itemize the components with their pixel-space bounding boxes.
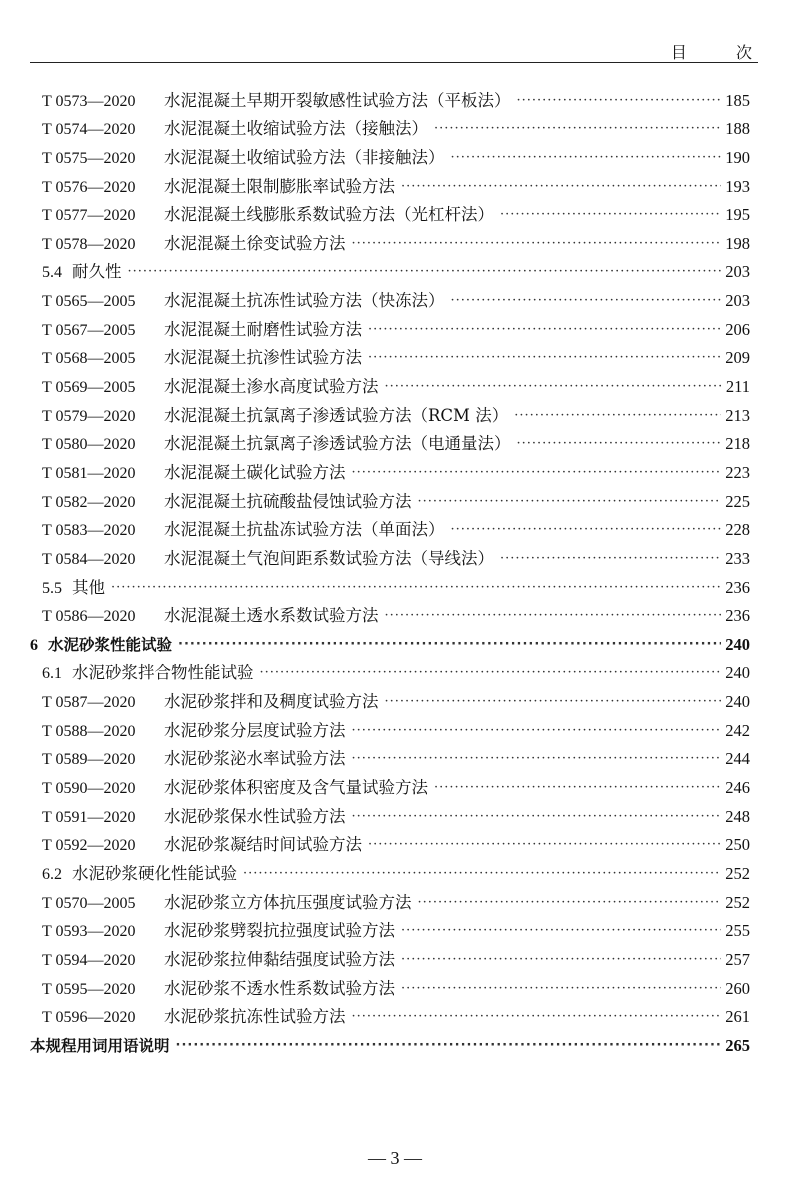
entry-title: 水泥混凝土徐变试验方法	[164, 233, 346, 253]
entry-title: 水泥混凝土线膨胀系数试验方法（光杠杆法）	[164, 205, 494, 225]
entry-page: 236	[725, 606, 750, 626]
entry-title: 水泥混凝土耐磨性试验方法	[164, 319, 362, 339]
leader-dots	[176, 1038, 722, 1053]
leader-dots	[352, 809, 722, 824]
leader-dots	[385, 379, 722, 394]
entry-title: 水泥砂浆保水性试验方法	[164, 806, 346, 826]
leader-dots	[517, 436, 722, 451]
toc-entry[interactable]	[30, 855, 750, 884]
toc-entry[interactable]	[30, 884, 750, 913]
entry-title: 水泥混凝土限制膨胀率试验方法	[164, 176, 395, 196]
toc-entry[interactable]	[30, 769, 750, 798]
leader-dots	[128, 264, 722, 279]
section-number: 5.4	[42, 264, 62, 282]
toc-entry[interactable]	[30, 683, 750, 712]
entry-title: 水泥砂浆拌和及稠度试验方法	[164, 692, 379, 712]
entry-code: T 0592—2020	[42, 837, 136, 855]
entry-code: T 0589—2020	[42, 751, 136, 769]
entry-page: 225	[725, 491, 750, 511]
leader-dots	[418, 494, 722, 509]
entry-code: T 0582—2020	[42, 493, 136, 511]
entry-page: 261	[725, 1007, 750, 1027]
entry-title: 水泥砂浆不透水性系数试验方法	[164, 978, 395, 998]
entry-title: 水泥砂浆体积密度及含气量试验方法	[164, 778, 428, 798]
entry-page: 203	[725, 262, 750, 282]
entry-code: T 0590—2020	[42, 780, 136, 798]
toc-entry[interactable]	[30, 827, 750, 856]
entry-page: 236	[725, 577, 750, 597]
leader-dots	[451, 150, 722, 165]
leader-dots	[385, 694, 722, 709]
entry-page: 265	[725, 1035, 750, 1055]
toc-entry[interactable]	[30, 397, 750, 426]
entry-title: 水泥混凝土抗硫酸盐侵蚀试验方法	[164, 491, 412, 511]
entry-page: 185	[725, 90, 750, 110]
leader-dots	[368, 350, 721, 365]
leader-dots	[401, 923, 721, 938]
entry-page: 246	[725, 778, 750, 798]
toc-entry[interactable]	[30, 712, 750, 741]
entry-page: 218	[725, 434, 750, 454]
entry-code: T 0575—2020	[42, 149, 136, 167]
entry-title: 水泥混凝土抗冻性试验方法（快冻法）	[164, 291, 445, 311]
entry-page: 195	[725, 205, 750, 225]
leader-dots	[401, 981, 721, 996]
leader-dots	[451, 293, 722, 308]
entry-page: 193	[725, 176, 750, 196]
section-number: 6.1	[42, 665, 62, 683]
entry-page: 240	[725, 663, 750, 683]
toc-entry[interactable]	[30, 282, 750, 311]
entry-code: T 0596—2020	[42, 1009, 136, 1027]
leader-dots	[111, 580, 721, 595]
toc-entry[interactable]	[30, 655, 750, 684]
toc-entry[interactable]	[30, 741, 750, 770]
entry-page: 240	[725, 634, 750, 654]
entry-page: 190	[725, 147, 750, 167]
entry-title: 水泥混凝土气泡间距系数试验方法（导线法）	[164, 548, 494, 568]
entry-code: T 0591—2020	[42, 808, 136, 826]
chapter-title: 本规程用词用语说明	[30, 1036, 170, 1055]
entry-code: T 0577—2020	[42, 207, 136, 225]
entry-code: T 0580—2020	[42, 436, 136, 454]
entry-code: T 0567—2005	[42, 321, 136, 339]
toc-entry[interactable]	[30, 111, 750, 140]
entry-title: 水泥混凝土透水系数试验方法	[164, 606, 379, 626]
leader-dots	[500, 551, 721, 566]
entry-code: T 0588—2020	[42, 722, 136, 740]
entry-title: 水泥混凝土抗盐冻试验方法（单面法）	[164, 520, 445, 540]
leader-dots	[451, 522, 722, 537]
header-title: 目 次	[670, 43, 774, 62]
entry-title: 水泥混凝土早期开裂敏感性试验方法（平板法）	[164, 90, 511, 110]
leader-dots	[368, 837, 721, 852]
entry-page: 260	[725, 978, 750, 998]
toc-entry[interactable]	[30, 626, 750, 655]
toc-entry[interactable]	[30, 426, 750, 455]
leader-dots	[517, 93, 722, 108]
entry-title: 水泥砂浆抗冻性试验方法	[164, 1007, 346, 1027]
toc-entry[interactable]	[30, 454, 750, 483]
section-title: 耐久性	[72, 262, 122, 282]
leader-dots	[500, 207, 721, 222]
toc-entry[interactable]	[30, 512, 750, 541]
entry-page: 240	[725, 692, 750, 712]
leader-dots	[434, 121, 721, 136]
section-title: 其他	[72, 577, 105, 597]
entry-page: 213	[725, 405, 750, 425]
toc-entry[interactable]	[30, 139, 750, 168]
entry-page: 223	[725, 462, 750, 482]
entry-code: T 0574—2020	[42, 121, 136, 139]
entry-page: 242	[725, 720, 750, 740]
leader-dots	[385, 608, 722, 623]
leader-dots	[514, 408, 721, 423]
toc-entry[interactable]	[30, 941, 750, 970]
entry-page: 252	[725, 863, 750, 883]
entry-code: T 0579—2020	[42, 407, 136, 425]
toc-entry[interactable]	[30, 311, 750, 340]
toc-entry[interactable]	[30, 999, 750, 1028]
toc-entry[interactable]	[30, 970, 750, 999]
entry-code: T 0565—2005	[42, 293, 136, 311]
entry-code: T 0593—2020	[42, 923, 136, 941]
entry-page: 252	[725, 892, 750, 912]
section-title: 水泥砂浆硬化性能试验	[72, 863, 237, 883]
entry-title: 水泥砂浆拉伸黏结强度试验方法	[164, 949, 395, 969]
entry-code: T 0595—2020	[42, 980, 136, 998]
entry-title: 水泥砂浆凝结时间试验方法	[164, 835, 362, 855]
entry-code: T 0587—2020	[42, 694, 136, 712]
leader-dots	[243, 866, 721, 881]
entry-code: T 0581—2020	[42, 464, 136, 482]
leader-dots	[418, 895, 722, 910]
entry-code: T 0576—2020	[42, 178, 136, 196]
entry-code: T 0583—2020	[42, 522, 136, 540]
entry-page: 228	[725, 520, 750, 540]
leader-dots	[178, 637, 721, 652]
leader-dots	[352, 751, 722, 766]
entry-page: 211	[725, 377, 750, 397]
section-title: 水泥砂浆拌合物性能试验	[72, 663, 254, 683]
entry-title: 水泥混凝土碳化试验方法	[164, 462, 346, 482]
entry-page: 250	[725, 835, 750, 855]
entry-title: 水泥混凝土抗氯离子渗透试验方法（RCM 法）	[164, 405, 509, 425]
entry-code: T 0569—2005	[42, 379, 136, 397]
entry-code: T 0568—2005	[42, 350, 136, 368]
toc-entry[interactable]	[30, 569, 750, 598]
toc-entry[interactable]	[30, 1027, 750, 1056]
toc-entry[interactable]	[30, 913, 750, 942]
entry-title: 水泥砂浆分层度试验方法	[164, 720, 346, 740]
page-number: — 3 —	[368, 1148, 422, 1168]
entry-page: 188	[725, 119, 750, 139]
toc-entry[interactable]	[30, 197, 750, 226]
entry-code: T 0584—2020	[42, 550, 136, 568]
toc-entry[interactable]	[30, 340, 750, 369]
entry-page: 203	[725, 291, 750, 311]
chapter-title: 水泥砂浆性能试验	[48, 635, 173, 654]
entry-title: 水泥混凝土抗氯离子渗透试验方法（电通量法）	[164, 434, 511, 454]
running-header	[30, 40, 774, 63]
entry-title: 水泥混凝土抗渗性试验方法	[164, 348, 362, 368]
entry-title: 水泥砂浆泌水率试验方法	[164, 749, 346, 769]
toc-entry[interactable]	[30, 798, 750, 827]
leader-dots	[352, 236, 722, 251]
leader-dots	[260, 665, 722, 680]
entry-page: 248	[725, 806, 750, 826]
leader-dots	[352, 465, 722, 480]
entry-page: 257	[725, 949, 750, 969]
entry-page: 244	[725, 749, 750, 769]
toc-entry[interactable]	[30, 225, 750, 254]
leader-dots	[352, 723, 722, 738]
entry-page: 206	[725, 319, 750, 339]
entry-code: T 0570—2005	[42, 894, 136, 912]
table-of-contents	[30, 82, 750, 1056]
toc-entry[interactable]	[30, 540, 750, 569]
toc-entry[interactable]	[30, 254, 750, 283]
entry-page: 209	[725, 348, 750, 368]
toc-entry[interactable]	[30, 168, 750, 197]
entry-page: 198	[725, 233, 750, 253]
toc-entry[interactable]	[30, 598, 750, 627]
entry-code: T 0586—2020	[42, 608, 136, 626]
entry-title: 水泥混凝土收缩试验方法（非接触法）	[164, 147, 445, 167]
toc-entry[interactable]	[30, 483, 750, 512]
entry-page: 255	[725, 921, 750, 941]
section-number: 6.2	[42, 865, 62, 883]
toc-entry[interactable]	[30, 82, 750, 111]
entry-title: 水泥混凝土渗水高度试验方法	[164, 377, 379, 397]
leader-dots	[352, 1009, 722, 1024]
entry-code: T 0578—2020	[42, 235, 136, 253]
entry-title: 水泥砂浆立方体抗压强度试验方法	[164, 892, 412, 912]
section-number: 5.5	[42, 579, 62, 597]
entry-title: 水泥混凝土收缩试验方法（接触法）	[164, 119, 428, 139]
leader-dots	[434, 780, 721, 795]
entry-title: 水泥砂浆劈裂抗拉强度试验方法	[164, 921, 395, 941]
entry-code: T 0594—2020	[42, 951, 136, 969]
leader-dots	[368, 322, 721, 337]
leader-dots	[401, 179, 721, 194]
leader-dots	[401, 952, 721, 967]
chapter-number: 6	[30, 636, 38, 654]
entry-page: 233	[725, 548, 750, 568]
toc-entry[interactable]	[30, 368, 750, 397]
entry-code: T 0573—2020	[42, 92, 136, 110]
